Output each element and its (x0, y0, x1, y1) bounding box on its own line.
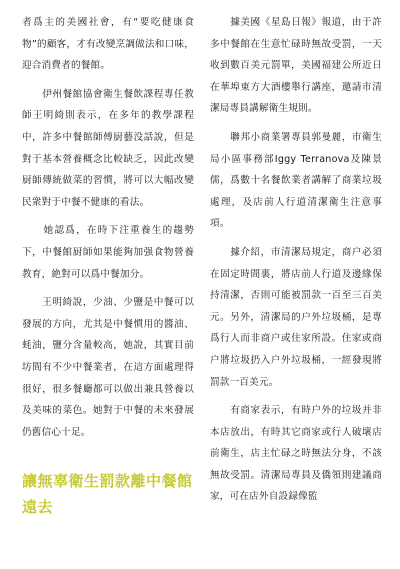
article-right-column (210, 12, 382, 515)
article-headline: 讓無辜衛生罰款離中餐館遠去 (22, 472, 193, 516)
paragraph: 有商家表示，有時户外的垃圾并非本店放出，有時其它商家或行人破壞店前衛生，店主忙碌之時無法分身，不該無故受罰。清潔局專員及僑領則建議商家，可在店外自設録像監 (210, 405, 382, 503)
paragraph: 據介紹，市清潔局規定，商户必須在固定時間裏，將店前人行道及邊緣保持清潔，否則可能被罰款一百至三百美元。另外，清潔局的户外垃圾桶，是專爲行人而非商户或住家所設。住家或商户將垃圾扔入户外垃圾桶，一經發現將罰款一百美元。 (210, 246, 382, 388)
article-left-column (22, 12, 194, 450)
paragraph: 聯邦小商業署專員郭曼麗，市衛生局小區事務部Iggy Terranova及陳景儒，爲數十名餐飲業者講解了商業垃圾處理，及店前人行道清潔衛生注意事項。 (210, 131, 382, 230)
paragraph: 伊州餐館協會衛生餐飲課程專任教師王明綺則表示，在多年的教學課程中，許多中餐館師傅厨藝没話說，但是對于基本營養概念比較缺乏，因此改變厨師傳統做菜的習慣，將可以大幅改變民衆對于中餐不健康的看法。 (22, 88, 194, 208)
paragraph: 者爲主的美國社會，有“要吃健康食物”的顧客，才有改變烹調做法和口味，迎合消費者的餐館。 (22, 17, 194, 72)
paragraph: 據美國《星島日報》報道，由于許多中餐館在生意忙碌時無故受罰，一天收到數百美元罰單，美國福建公所近日在華埠東方大酒樓舉行講座，邀請市清潔局專員講解衛生規則。 (210, 17, 382, 115)
paragraph: 她認爲，在時下注重養生的趨勢下，中餐館厨師如果能夠加强食物營養教育，絶對可以爲中餐加分。 (22, 225, 194, 280)
paragraph: 王明綺說，少油、少鹽是中餐可以發展的方向，尤其是中餐慣用的醬油、蚝油，鹽分含量較高，她說，其實目前坊間有不少中餐業者，在這方面處理得很好，很多餐廳都可以做出兼具營養以及美味的菜色。她對于中餐的未來發展仍舊信心十足。 (22, 297, 194, 438)
